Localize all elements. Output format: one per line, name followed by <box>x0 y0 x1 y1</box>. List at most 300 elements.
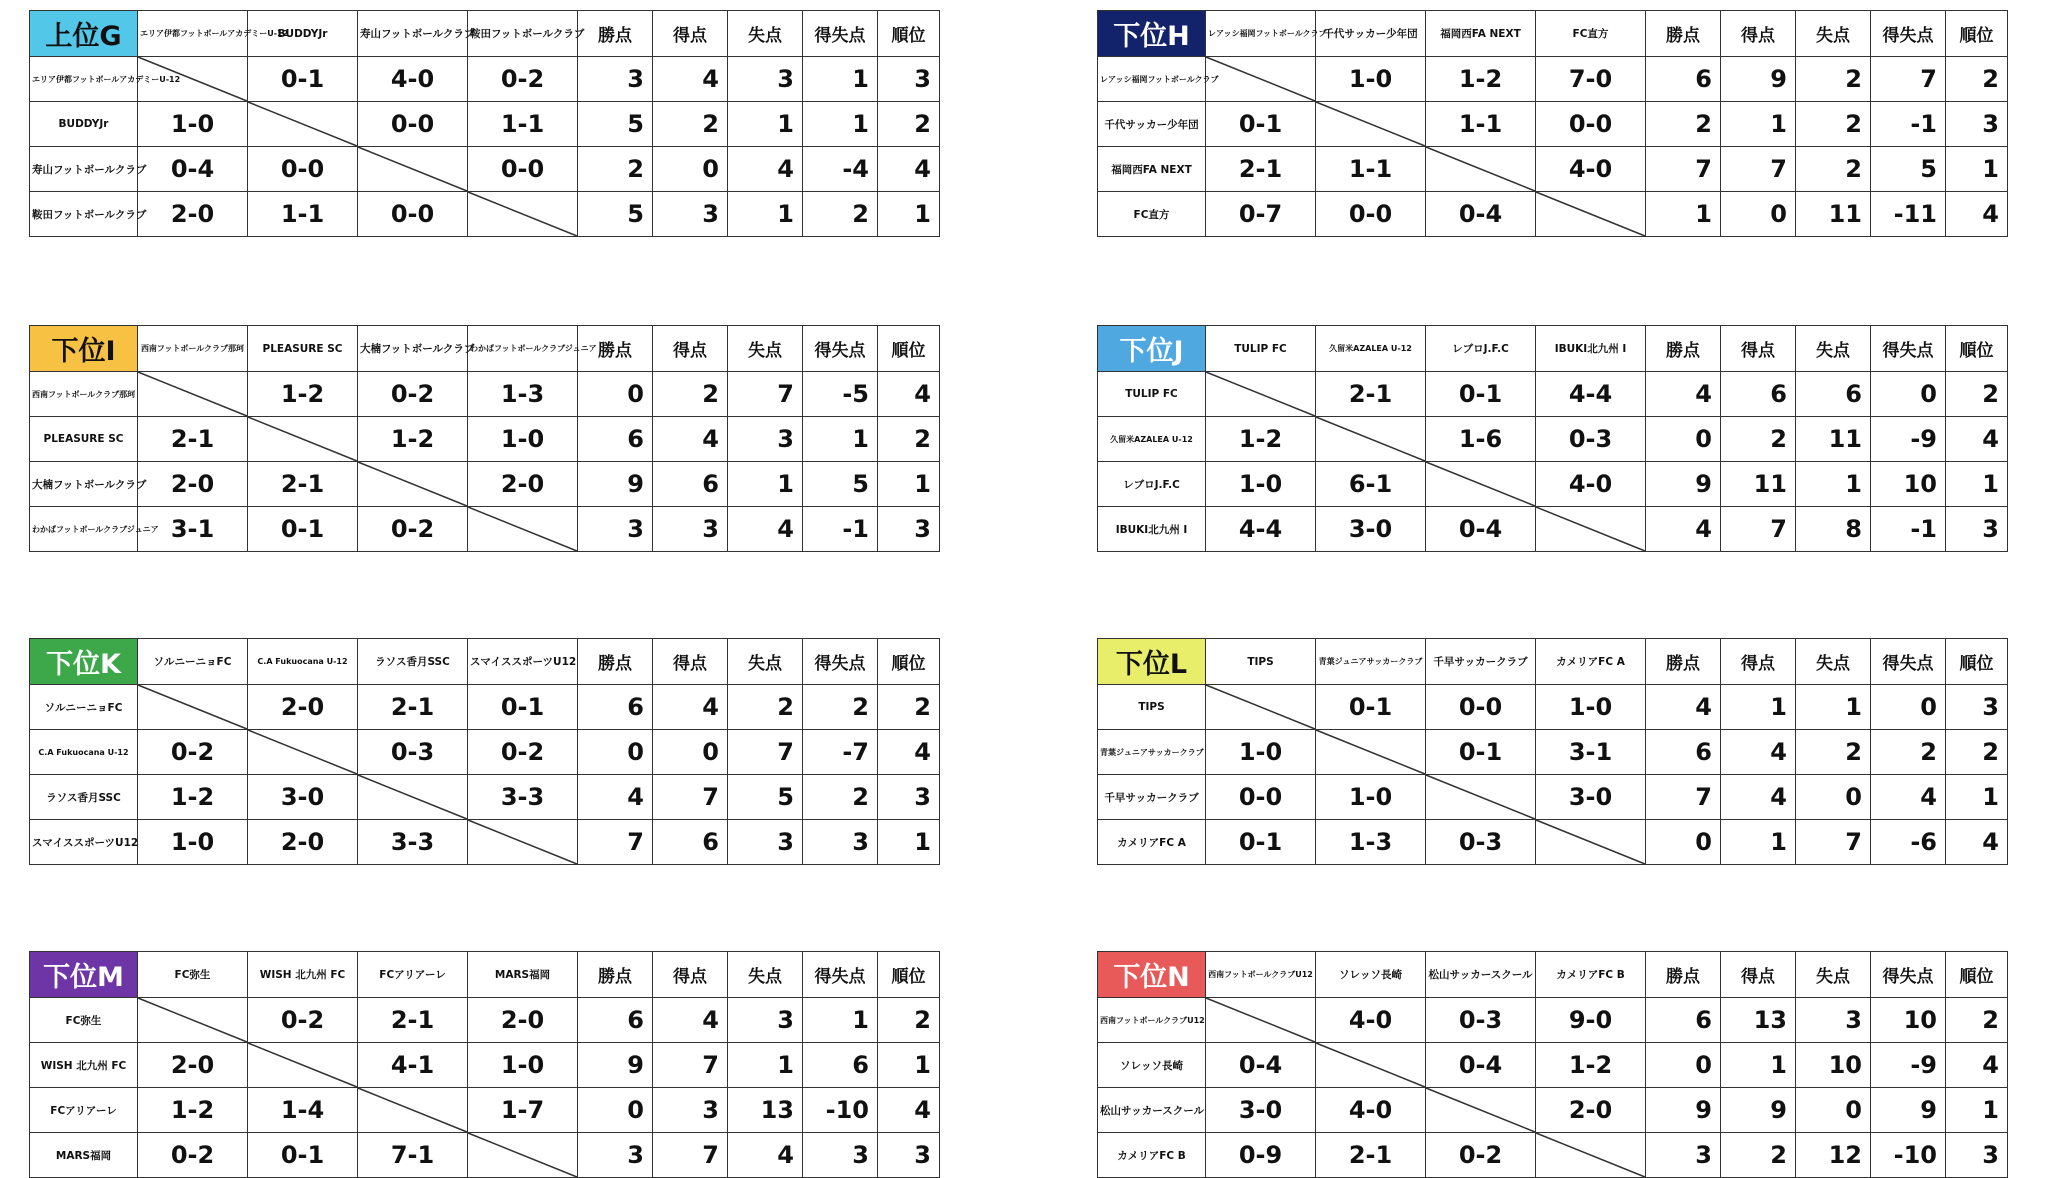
stat-value: 2 <box>1946 730 2008 775</box>
stat-value: 2 <box>1946 372 2008 417</box>
diagonal-line <box>1206 57 1315 101</box>
self-match-cell <box>1536 192 1646 237</box>
league-table <box>1097 325 2007 543</box>
column-team-name: TULIP FC <box>1206 326 1316 372</box>
stat-value: 4 <box>653 417 728 462</box>
row-team-name: 鞍田フットボールクラブ <box>30 192 138 237</box>
stat-value: 2 <box>878 417 940 462</box>
column-team-name: 寿山フットボールクラブ <box>358 11 468 57</box>
self-match-cell <box>468 507 578 552</box>
diagonal-line <box>358 462 467 506</box>
group-label: 下位H <box>1098 11 1206 57</box>
match-score: 2-0 <box>468 462 578 507</box>
diagonal-line <box>1536 1133 1645 1177</box>
stat-value: 1 <box>1646 192 1721 237</box>
diagonal-line <box>1206 998 1315 1042</box>
row-team-name: エリア伊都フットボールアカデミーU-12 <box>30 57 138 102</box>
self-match-cell <box>468 820 578 865</box>
self-match-cell <box>138 372 248 417</box>
self-match-cell <box>1206 372 1316 417</box>
stat-value: 5 <box>578 102 653 147</box>
stat-header: 得失点 <box>803 952 878 998</box>
league-table <box>29 638 939 856</box>
stat-value: 0 <box>578 1088 653 1133</box>
row-team-name: 千代サッカー少年団 <box>1098 102 1206 147</box>
match-score: 2-1 <box>1206 147 1316 192</box>
table-row <box>1098 372 2008 417</box>
diagonal-line <box>1536 507 1645 551</box>
stat-header: 勝点 <box>578 952 653 998</box>
match-score: 2-1 <box>1316 1133 1426 1178</box>
stat-value: 1 <box>1946 147 2008 192</box>
stat-header: 順位 <box>1946 639 2008 685</box>
stat-header: 失点 <box>728 326 803 372</box>
stat-value: 7 <box>1721 147 1796 192</box>
stat-value: 3 <box>878 57 940 102</box>
table-row <box>1098 417 2008 462</box>
match-score: 0-1 <box>248 1133 358 1178</box>
stat-header: 得点 <box>653 639 728 685</box>
header-row <box>1098 639 2008 685</box>
column-team-name: ソレッソ長崎 <box>1316 952 1426 998</box>
stat-value: 7 <box>1646 147 1721 192</box>
match-score: 0-1 <box>1206 102 1316 147</box>
match-score: 2-1 <box>358 685 468 730</box>
match-score: 1-0 <box>468 1043 578 1088</box>
stat-header: 失点 <box>728 11 803 57</box>
stat-header: 得点 <box>1721 11 1796 57</box>
stat-value: 7 <box>653 775 728 820</box>
stat-header: 順位 <box>878 11 940 57</box>
column-team-name: 青葉ジュニアサッカークラブ <box>1316 639 1426 685</box>
self-match-cell <box>1536 820 1646 865</box>
stat-header: 得点 <box>1721 952 1796 998</box>
table-row <box>30 57 940 102</box>
stat-value: 3 <box>728 998 803 1043</box>
header-row <box>30 639 940 685</box>
table-row <box>1098 1043 2008 1088</box>
stat-value: -5 <box>803 372 878 417</box>
stat-value: 1 <box>878 820 940 865</box>
standings-grid <box>29 10 940 237</box>
match-score: 1-2 <box>138 775 248 820</box>
diagonal-line <box>1316 102 1425 146</box>
stat-value: 2 <box>728 685 803 730</box>
diagonal-line <box>138 57 247 101</box>
stat-header: 得失点 <box>1871 952 1946 998</box>
stat-value: 1 <box>803 57 878 102</box>
stat-value: 4 <box>728 507 803 552</box>
self-match-cell <box>248 730 358 775</box>
group-label: 下位N <box>1098 952 1206 998</box>
stat-value: 6 <box>1721 372 1796 417</box>
diagonal-line <box>468 1133 577 1177</box>
stat-value: 7 <box>653 1133 728 1178</box>
diagonal-line <box>468 820 577 864</box>
self-match-cell <box>138 685 248 730</box>
diagonal-line <box>358 147 467 191</box>
match-score: 1-2 <box>358 417 468 462</box>
column-team-name: FCアリアーレ <box>358 952 468 998</box>
self-match-cell <box>1426 775 1536 820</box>
stat-value: 1 <box>1946 775 2008 820</box>
table-row <box>1098 57 2008 102</box>
stat-value: 0 <box>1646 417 1721 462</box>
stat-header: 得失点 <box>1871 639 1946 685</box>
header-row <box>30 11 940 57</box>
stat-value: 4 <box>878 1088 940 1133</box>
table-row <box>1098 1088 2008 1133</box>
stat-value: 0 <box>1796 1088 1871 1133</box>
table-row <box>30 102 940 147</box>
match-score: 1-2 <box>248 372 358 417</box>
stat-value: 9 <box>1646 462 1721 507</box>
stat-value: 4 <box>1871 775 1946 820</box>
stat-header: 得失点 <box>1871 326 1946 372</box>
stat-value: 1 <box>1796 462 1871 507</box>
stat-value: -1 <box>803 507 878 552</box>
match-score: 4-0 <box>1536 462 1646 507</box>
row-team-name: 寿山フットボールクラブ <box>30 147 138 192</box>
stat-value: 1 <box>1721 1043 1796 1088</box>
stat-value: 7 <box>1796 820 1871 865</box>
column-team-name: ラソス香月SSC <box>358 639 468 685</box>
stat-value: 3 <box>878 775 940 820</box>
stat-header: 失点 <box>1796 639 1871 685</box>
stat-header: 勝点 <box>578 326 653 372</box>
self-match-cell <box>1206 57 1316 102</box>
stat-value: 1 <box>1721 820 1796 865</box>
match-score: 0-3 <box>1426 820 1536 865</box>
column-team-name: 久留米AZALEA U-12 <box>1316 326 1426 372</box>
diagonal-line <box>1316 730 1425 774</box>
stat-value: 2 <box>1646 102 1721 147</box>
stat-value: -1 <box>1871 102 1946 147</box>
match-score: 0-1 <box>1316 685 1426 730</box>
diagonal-line <box>1536 820 1645 864</box>
match-score: 4-0 <box>358 57 468 102</box>
stat-value: 13 <box>728 1088 803 1133</box>
row-team-name: PLEASURE SC <box>30 417 138 462</box>
column-team-name: 西南フットボールクラブ那珂 <box>138 326 248 372</box>
column-team-name: BUDDYJr <box>248 11 358 57</box>
self-match-cell <box>358 462 468 507</box>
match-score: 4-4 <box>1206 507 1316 552</box>
match-score: 1-2 <box>138 1088 248 1133</box>
match-score: 0-1 <box>248 507 358 552</box>
standings-grid <box>1097 10 2008 237</box>
match-score: 2-0 <box>138 1043 248 1088</box>
diagonal-line <box>1206 685 1315 729</box>
stat-header: 順位 <box>1946 326 2008 372</box>
group-label: 下位I <box>30 326 138 372</box>
table-row <box>1098 685 2008 730</box>
stat-header: 勝点 <box>578 11 653 57</box>
row-team-name: 松山サッカースクール <box>1098 1088 1206 1133</box>
match-score: 0-1 <box>248 57 358 102</box>
stat-header: 得失点 <box>803 11 878 57</box>
match-score: 1-0 <box>1536 685 1646 730</box>
stat-value: 1 <box>728 462 803 507</box>
table-row <box>30 1043 940 1088</box>
column-team-name: わかばフットボールクラブジュニア <box>468 326 578 372</box>
stat-value: 3 <box>1946 507 2008 552</box>
row-team-name: 福岡西FA NEXT <box>1098 147 1206 192</box>
stat-value: 7 <box>1871 57 1946 102</box>
stat-value: 4 <box>728 147 803 192</box>
stat-value: 6 <box>578 998 653 1043</box>
stat-value: 9 <box>1646 1088 1721 1133</box>
stat-value: 4 <box>878 372 940 417</box>
diagonal-line <box>248 1043 357 1087</box>
match-score: 1-0 <box>1316 57 1426 102</box>
self-match-cell <box>358 775 468 820</box>
stat-value: 2 <box>653 102 728 147</box>
diagonal-line <box>1316 1043 1425 1087</box>
match-score: 0-2 <box>358 507 468 552</box>
stat-value: 6 <box>653 462 728 507</box>
column-team-name: ソルニーニョFC <box>138 639 248 685</box>
row-team-name: C.A Fukuocana U-12 <box>30 730 138 775</box>
standings-grid <box>1097 951 2008 1178</box>
table-row <box>1098 462 2008 507</box>
match-score: 0-0 <box>1536 102 1646 147</box>
match-score: 0-0 <box>1206 775 1316 820</box>
stat-value: 4 <box>653 685 728 730</box>
stat-value: 2 <box>1796 102 1871 147</box>
match-score: 2-0 <box>468 998 578 1043</box>
league-table <box>1097 638 2007 856</box>
standings-grid <box>1097 325 2008 552</box>
match-score: 1-1 <box>468 102 578 147</box>
stat-value: 11 <box>1796 417 1871 462</box>
row-team-name: ソレッソ長崎 <box>1098 1043 1206 1088</box>
row-team-name: レブロJ.F.C <box>1098 462 1206 507</box>
self-match-cell <box>1316 1043 1426 1088</box>
stat-value: 1 <box>1721 685 1796 730</box>
stat-header: 順位 <box>878 952 940 998</box>
stat-value: 4 <box>1946 1043 2008 1088</box>
stat-value: 3 <box>653 192 728 237</box>
stat-value: 7 <box>1721 507 1796 552</box>
stat-header: 得点 <box>1721 326 1796 372</box>
self-match-cell <box>1316 730 1426 775</box>
match-score: 1-1 <box>1426 102 1536 147</box>
stat-value: 1 <box>1721 102 1796 147</box>
stat-value: 6 <box>1646 730 1721 775</box>
match-score: 1-2 <box>1536 1043 1646 1088</box>
table-row <box>30 417 940 462</box>
table-row <box>30 775 940 820</box>
group-label: 上位G <box>30 11 138 57</box>
stat-header: 得点 <box>653 326 728 372</box>
column-team-name: MARS福岡 <box>468 952 578 998</box>
stat-header: 得失点 <box>1871 11 1946 57</box>
table-row <box>30 462 940 507</box>
column-team-name: 西南フットボールクラブU12 <box>1206 952 1316 998</box>
self-match-cell <box>1426 147 1536 192</box>
column-team-name: レブロJ.F.C <box>1426 326 1536 372</box>
table-row <box>30 685 940 730</box>
stat-header: 失点 <box>728 952 803 998</box>
stat-value: 1 <box>803 998 878 1043</box>
table-row <box>1098 998 2008 1043</box>
match-score: 4-1 <box>358 1043 468 1088</box>
table-row <box>1098 775 2008 820</box>
stat-value: -7 <box>803 730 878 775</box>
header-row <box>30 952 940 998</box>
diagonal-line <box>358 775 467 819</box>
row-team-name: 久留米AZALEA U-12 <box>1098 417 1206 462</box>
row-team-name: 西南フットボールクラブ那珂 <box>30 372 138 417</box>
stat-value: 0 <box>1796 775 1871 820</box>
self-match-cell <box>468 1133 578 1178</box>
stat-value: 4 <box>728 1133 803 1178</box>
standings-grid <box>29 325 940 552</box>
stat-value: 5 <box>803 462 878 507</box>
column-team-name: TIPS <box>1206 639 1316 685</box>
standings-grid <box>29 638 940 865</box>
row-team-name: 千早サッカークラブ <box>1098 775 1206 820</box>
stat-value: 10 <box>1871 462 1946 507</box>
stat-value: 5 <box>728 775 803 820</box>
stat-value: 3 <box>1946 102 2008 147</box>
stat-header: 勝点 <box>578 639 653 685</box>
stat-header: 失点 <box>1796 326 1871 372</box>
stat-value: 2 <box>1721 417 1796 462</box>
stat-value: 4 <box>1646 507 1721 552</box>
stat-header: 失点 <box>1796 952 1871 998</box>
stat-value: 3 <box>1946 1133 2008 1178</box>
table-row <box>1098 192 2008 237</box>
stat-header: 得点 <box>653 952 728 998</box>
match-score: 0-2 <box>138 1133 248 1178</box>
stat-value: 7 <box>578 820 653 865</box>
self-match-cell <box>138 998 248 1043</box>
match-score: 2-0 <box>248 685 358 730</box>
stat-value: 1 <box>1946 1088 2008 1133</box>
stat-value: 2 <box>1796 57 1871 102</box>
stat-value: 4 <box>653 57 728 102</box>
stat-value: 3 <box>1796 998 1871 1043</box>
row-team-name: TIPS <box>1098 685 1206 730</box>
match-score: 0-3 <box>1426 998 1536 1043</box>
match-score: 7-1 <box>358 1133 468 1178</box>
table-row <box>30 1133 940 1178</box>
stat-value: 6 <box>578 417 653 462</box>
stat-value: 3 <box>728 417 803 462</box>
match-score: 2-1 <box>358 998 468 1043</box>
match-score: 4-0 <box>1316 1088 1426 1133</box>
match-score: 1-0 <box>138 102 248 147</box>
stat-value: 9 <box>578 462 653 507</box>
match-score: 2-1 <box>248 462 358 507</box>
stat-value: 2 <box>1721 1133 1796 1178</box>
stat-value: -9 <box>1871 417 1946 462</box>
row-team-name: FCアリアーレ <box>30 1088 138 1133</box>
match-score: 1-4 <box>248 1088 358 1133</box>
match-score: 4-0 <box>1536 147 1646 192</box>
stat-value: 10 <box>1871 998 1946 1043</box>
match-score: 1-3 <box>1316 820 1426 865</box>
stat-header: 得点 <box>1721 639 1796 685</box>
stat-value: -1 <box>1871 507 1946 552</box>
diagonal-line <box>1426 147 1535 191</box>
stat-header: 得失点 <box>803 639 878 685</box>
column-team-name: カメリアFC A <box>1536 639 1646 685</box>
stat-value: 4 <box>1946 192 2008 237</box>
match-score: 1-7 <box>468 1088 578 1133</box>
match-score: 0-0 <box>358 192 468 237</box>
match-score: 0-2 <box>138 730 248 775</box>
stat-value: 3 <box>578 1133 653 1178</box>
stat-value: -9 <box>1871 1043 1946 1088</box>
match-score: 0-0 <box>468 147 578 192</box>
row-team-name: カメリアFC A <box>1098 820 1206 865</box>
table-row <box>30 192 940 237</box>
header-row <box>1098 952 2008 998</box>
match-score: 0-0 <box>1426 685 1536 730</box>
stat-value: 9 <box>578 1043 653 1088</box>
match-score: 0-1 <box>1426 372 1536 417</box>
match-score: 0-0 <box>248 147 358 192</box>
stat-value: 0 <box>653 730 728 775</box>
group-label: 下位L <box>1098 639 1206 685</box>
header-row <box>30 326 940 372</box>
stat-value: 1 <box>728 1043 803 1088</box>
diagonal-line <box>468 507 577 551</box>
stat-value: 4 <box>1721 775 1796 820</box>
stat-value: 5 <box>578 192 653 237</box>
match-score: 0-2 <box>468 57 578 102</box>
stat-value: 2 <box>578 147 653 192</box>
standings-grid <box>1097 638 2008 865</box>
match-score: 1-6 <box>1426 417 1536 462</box>
match-score: 0-4 <box>1426 1043 1536 1088</box>
stat-value: 8 <box>1796 507 1871 552</box>
match-score: 3-1 <box>138 507 248 552</box>
self-match-cell <box>248 1043 358 1088</box>
row-team-name: 青葉ジュニアサッカークラブ <box>1098 730 1206 775</box>
diagonal-line <box>248 417 357 461</box>
stat-value: 3 <box>803 1133 878 1178</box>
diagonal-line <box>138 685 247 729</box>
row-team-name: FC弥生 <box>30 998 138 1043</box>
league-table <box>29 951 939 1169</box>
match-score: 7-0 <box>1536 57 1646 102</box>
stat-value: 0 <box>578 372 653 417</box>
table-row <box>30 1088 940 1133</box>
table-row <box>1098 730 2008 775</box>
stat-value: 13 <box>1721 998 1796 1043</box>
stat-value: 2 <box>1796 147 1871 192</box>
stat-value: -10 <box>1871 1133 1946 1178</box>
standings-grid <box>29 951 940 1178</box>
match-score: 2-0 <box>1536 1088 1646 1133</box>
diagonal-line <box>1426 775 1535 819</box>
stat-value: 4 <box>1721 730 1796 775</box>
match-score: 1-0 <box>1206 730 1316 775</box>
match-score: 0-4 <box>1426 192 1536 237</box>
match-score: 2-1 <box>138 417 248 462</box>
match-score: 1-3 <box>468 372 578 417</box>
column-team-name: スマイススポーツU12 <box>468 639 578 685</box>
column-team-name: 千代サッカー少年団 <box>1316 11 1426 57</box>
header-row <box>1098 326 2008 372</box>
match-score: 3-0 <box>248 775 358 820</box>
stat-header: 勝点 <box>1646 326 1721 372</box>
group-label: 下位K <box>30 639 138 685</box>
